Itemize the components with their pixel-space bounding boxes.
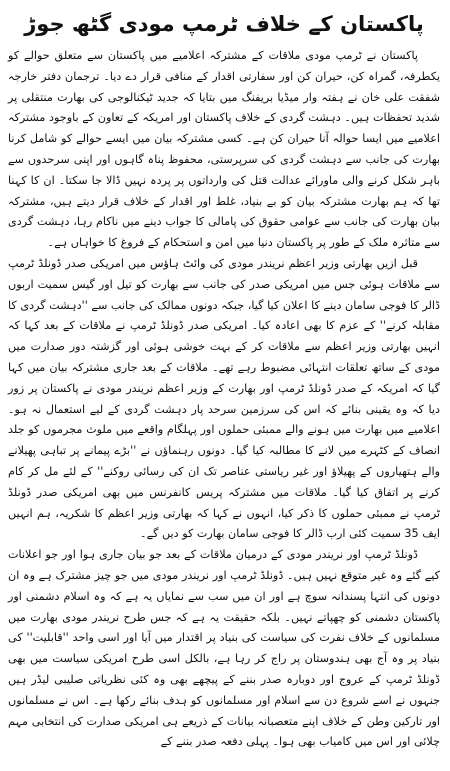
paragraph-1: پاکستان نے ٹرمپ مودی ملاقات کے مشترکہ اعلامیے میں پاکستان سے متعلق حوالے کو یکطرفہ، گمراہ کن، حیران کن اور سفارتی اقدار کے منافی قرار دے دیا۔ ترجمان دفتر خارجہ شفقت علی خان نے ہفتہ وار میڈیا بریفنگ میں بتایا کہ جدید ٹیکنالوجی کی بھارت منتقلی پر شدید تحفظات ہیں۔ دہشت گردی کے خلاف پاکستان اور امریکہ کے تعاون کے باوجود مشترکہ اعلامیے میں ایسا حوالہ آنا حیران کن ہے۔ کسی مشترکہ بیان میں ایسے حوالے کو شامل کرنا بھارت کی جانب سے دہشت گردی کی سرپرستی، محفوظ پناہ گاہوں اور اپنی سرحدوں سے باہر شکل کرنے والی ماورائے عدالت قتل کی وارداتوں پر پردہ نہیں ڈالا جا سکتا۔ ان کا کہنا تھا کہ ہم بھارت مشترکہ بیان کو بے بنیاد، غلط اور اقدار کے خلاف قرار دیتے ہیں، مشترکہ بیان بھارت کی جانب سے عوامی حقوق کی پامالی کا جواب دینے میں ناکام رہا، دہشت گردی سے متاثرہ ملک کے طور پر پاکستان دنیا میں امن و استحکام کے فروغ کا خواہاں ہے۔ bbox=[8, 49, 440, 250]
article-body bbox=[8, 46, 440, 753]
headline: پاکستان کے خلاف ٹرمپ مودی گٹھ جوڑ bbox=[24, 12, 424, 36]
paragraph-2: قبل ازیں بھارتی وزیر اعظم نریندر مودی کی وائٹ ہاؤس میں امریکی صدر ڈونلڈ ٹرمپ سے ملاقات ہوئی جس میں امریکی صدر کی جانب سے بھارت کو تیل اور گیس سمیت اربوں ڈالر کا فوجی سامان دینے کا اعلان کیا گیا، جبکہ دونوں ممالک کی جانب سے ''دہشت گردی کا مقابلہ کرنے'' کے عزم کا بھی اعادہ کیا۔ امریکی صدر ڈونلڈ ٹرمپ نے ملاقات کے بعد کہا کہ انہیں بھارتی وزیر اعظم سے ملاقات کر کے بہت خوشی ہوئی اور گزشتہ دور صدارت میں مودی کے ساتھ تعلقات انتہائی مضبوط رہے تھے۔ ملاقات کے بعد جاری مشترکہ بیان میں کہا گیا کہ امریکہ کے صدر ڈونلڈ ٹرمپ اور بھارت کے وزیر اعظم نریندر مودی نے پاکستان پر زور دیا کہ وہ یقینی بنائے کہ اس کی سرزمین سرحد پار دہشت گردی کے لیے استعمال نہ ہو۔ اعلامیے میں بھارت میں ہونے والے ممبئی حملوں اور پہلگام واقعے میں ملوث مجرموں کو جلد انصاف کے کٹہرے میں لانے کا مطالبہ کیا گیا۔ دونوں رہنماؤں نے ''بڑے پیمانے پر تباہی پھیلانے والے ہتھیاروں کے پھیلاؤ اور غیر ریاستی عناصر تک ان کی رسائی روکنے'' کے لئے مل کر کام کرنے پر اتفاق کیا گیا۔ ملاقات میں مشترکہ پریس کانفرنس میں بھی امریکی صدر ڈونلڈ ٹرمپ نے ممبئی حملوں کا ذکر کیا، انہوں نے کہا کہ بھارتی وزیر اعظم کا شکریہ، ہم انہیں ایف 35 سمیت کئی ارب ڈالر کا فوجی سامان بھارت کو دیں گے۔ bbox=[8, 256, 440, 541]
paragraph-3: ڈونلڈ ٹرمپ اور نریندر مودی کے درمیان ملاقات کے بعد جو بیان جاری ہوا اور جو اعلانات کیے گئے وہ غیر متوقع نہیں ہیں۔ ڈونلڈ ٹرمپ اور نریندر مودی میں جو چیز مشترک ہے وہ ان دونوں کی انتہا پسندانہ سوچ ہے اور ان میں سب سے نمایاں یہ ہے کہ وہ اسلام دشمنی اور پاکستان دشمنی کو چھپاتے نہیں۔ بلکہ حقیقت یہ ہے کہ جس طرح نریندر مودی بھارت میں مسلمانوں کے خلاف نفرت کی سیاست کی بنیاد پر اقتدار میں آیا اور اسی واحد ''قابلیت'' کی بنیاد پر وہ آج بھی ہندوستان پر راج کر رہا ہے، بالکل اسی طرح امریکی سیاست میں بھی ڈونلڈ ٹرمپ کے عروج اور دوبارہ صدر بننے کے پیچھے بھی وہ کئی نظریاتی صلیبی لیڈر ہیں جنہوں نے اسے شروع دن سے اسلام اور مسلمانوں کو ہدف بنائے رکھا ہے۔ اس نے مسلمانوں اور تارکین وطن کے خلاف اپنے متعصبانہ بیانات کے ذریعے ہی امریکی صدارت کی انتخابی مہم چلائی اور اس میں کامیاب بھی ہوا۔ پہلی دفعہ صدر بننے کے bbox=[8, 548, 440, 749]
